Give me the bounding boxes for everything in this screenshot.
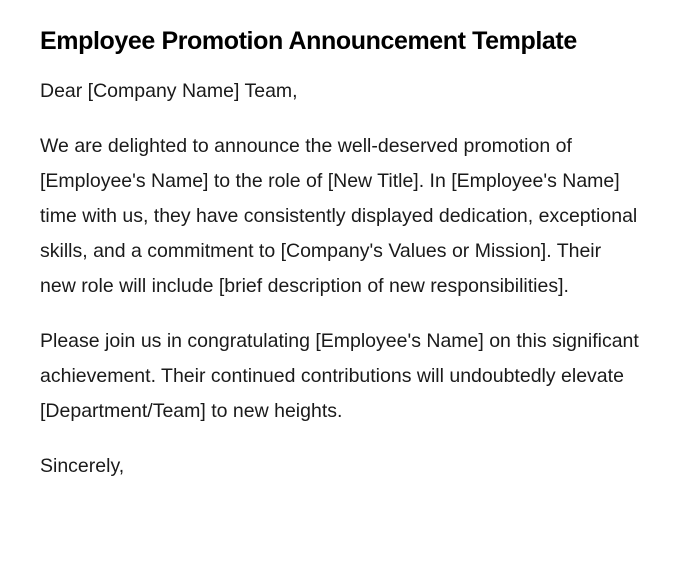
document-title: Employee Promotion Announcement Template — [40, 27, 577, 55]
body-paragraph-announcement: We are delighted to announce the well-deserved promotion of [Employee's Name] to the role of [New Title]. In [Employee's Name] time with us, they have consistently displayed dedication, exceptional skills, and a commitment to [Company's Values or Mission]. Their new role will include [brief description of new responsibilities]. — [40, 135, 638, 297]
greeting: Dear [Company Name] Team, — [40, 80, 298, 102]
body-paragraph-congratulations: Please join us in congratulating [Employee's Name] on this significant achievement. Their continued contributions will undoubtedly elevate [Department/Team] to new heights. — [40, 330, 639, 422]
closing: Sincerely, — [40, 455, 125, 477]
